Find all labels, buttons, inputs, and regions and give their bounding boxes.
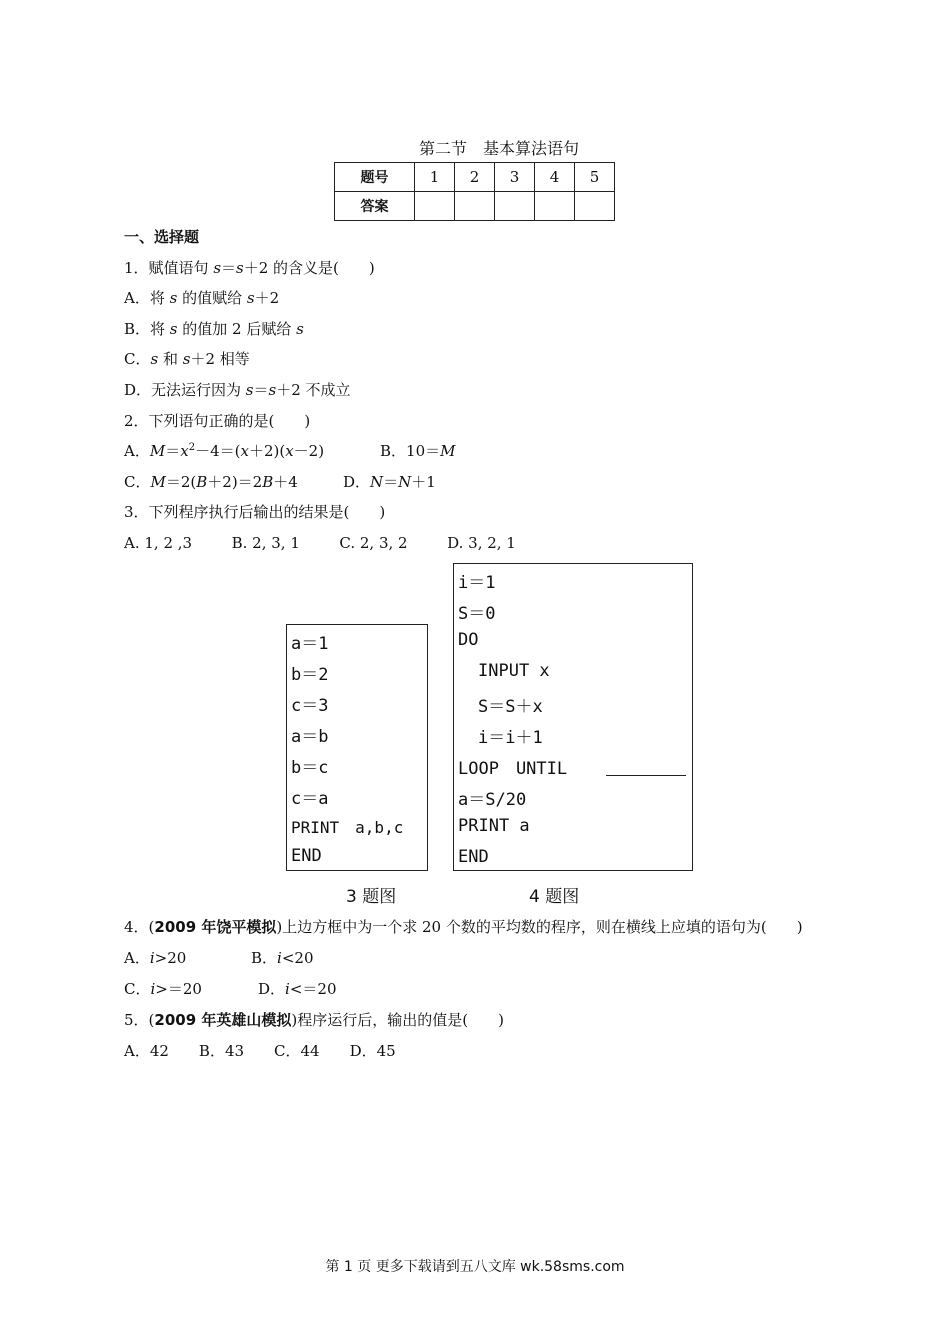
q3-options: A. 1, 2 ,3 B. 2, 3, 1 C. 2, 3, 2 D. 3, 2, 1 xyxy=(124,534,516,552)
number-cell: 5 xyxy=(575,163,615,192)
number-cell: 4 xyxy=(535,163,575,192)
code-line: b＝c xyxy=(291,758,329,778)
code-line: S＝S＋x xyxy=(478,697,543,717)
answer-blank[interactable] xyxy=(606,761,686,776)
code-line: b＝2 xyxy=(291,665,329,685)
q1-option-a: A．将 s 的值赋给 s＋2 xyxy=(124,289,280,307)
code-line: PRINT a xyxy=(458,816,530,836)
code-line: END xyxy=(291,846,322,866)
code-line: c＝a xyxy=(291,789,329,809)
q2-stem: 2．下列语句正确的是( ) xyxy=(124,412,311,430)
code-line: c＝3 xyxy=(291,696,329,716)
table-row xyxy=(335,192,615,221)
q1-option-b: B．将 s 的值加 2 后赋给 s xyxy=(124,320,304,338)
figure-4-caption: 4 题图 xyxy=(529,887,580,907)
q4-stem: 4．(2009 年饶平模拟)上边方框中为一个求 20 个数的平均数的程序，则在横线上应填的语句为( ) xyxy=(124,918,803,936)
q5-stem: 5．(2009 年英雄山模拟)程序运行后，输出的值是( ) xyxy=(124,1011,504,1029)
section-heading: 一、选择题 xyxy=(124,228,200,246)
code-line: S＝0 xyxy=(458,604,496,624)
q2-option-a: A．$M=x^2-4=(x+2)(x-2)$ xyxy=(124,442,325,460)
q4-option-a: A．i>20 xyxy=(124,949,187,967)
q1-option-d: D．无法运行因为 s＝s＋2 不成立 xyxy=(124,381,351,399)
answer-cell[interactable] xyxy=(495,192,535,221)
answer-cell[interactable] xyxy=(455,192,495,221)
q1-stem: 1．赋值语句 s＝s＋2 的含义是( ) xyxy=(124,259,375,277)
code-line: INPUT x xyxy=(478,661,550,681)
number-cell: 1 xyxy=(415,163,455,192)
code-line: a＝1 xyxy=(291,634,329,654)
q2-option-c: C．M＝2(B＋2)＝2B＋4 xyxy=(124,473,298,491)
number-cell: 2 xyxy=(455,163,495,192)
figure-3-caption: 3 题图 xyxy=(346,887,397,907)
q4-option-d: D．i<＝20 xyxy=(258,980,337,998)
code-line: END xyxy=(458,847,489,867)
q4-option-c: C．i>＝20 xyxy=(124,980,202,998)
q1-option-c: C．s 和 s＋2 相等 xyxy=(124,350,250,368)
q3-stem: 3．下列程序执行后输出的结果是( ) xyxy=(124,503,386,521)
code-line: DO xyxy=(458,630,479,650)
number-cell: 3 xyxy=(495,163,535,192)
q5-options: A．42 B．43 C．44 D．45 xyxy=(124,1042,396,1060)
answer-header: 答案 xyxy=(335,192,415,221)
table-row xyxy=(335,163,615,192)
q2-option-d: D．N＝N＋1 xyxy=(343,473,436,491)
program-4-box xyxy=(453,563,693,871)
page-title: 第二节 基本算法语句 xyxy=(418,139,579,158)
code-line: PRINT a,b,c xyxy=(291,818,404,837)
answer-cell[interactable] xyxy=(535,192,575,221)
question-number-header: 题号 xyxy=(335,163,415,192)
code-line: LOOP UNTIL xyxy=(458,759,568,779)
program-3-box xyxy=(286,624,428,871)
page-footer: 第 1 页 更多下载请到五八文库 wk.58sms.com xyxy=(325,1259,625,1275)
answer-cell[interactable] xyxy=(575,192,615,221)
q4-option-b: B．i<20 xyxy=(251,949,314,967)
code-line: a＝b xyxy=(291,727,329,747)
code-line: i＝1 xyxy=(458,573,496,593)
code-line: a＝S/20 xyxy=(458,790,527,810)
code-line: i＝i＋1 xyxy=(478,728,543,748)
answer-table xyxy=(334,162,615,221)
q2-option-b: B．10＝M xyxy=(380,442,456,460)
answer-cell[interactable] xyxy=(415,192,455,221)
